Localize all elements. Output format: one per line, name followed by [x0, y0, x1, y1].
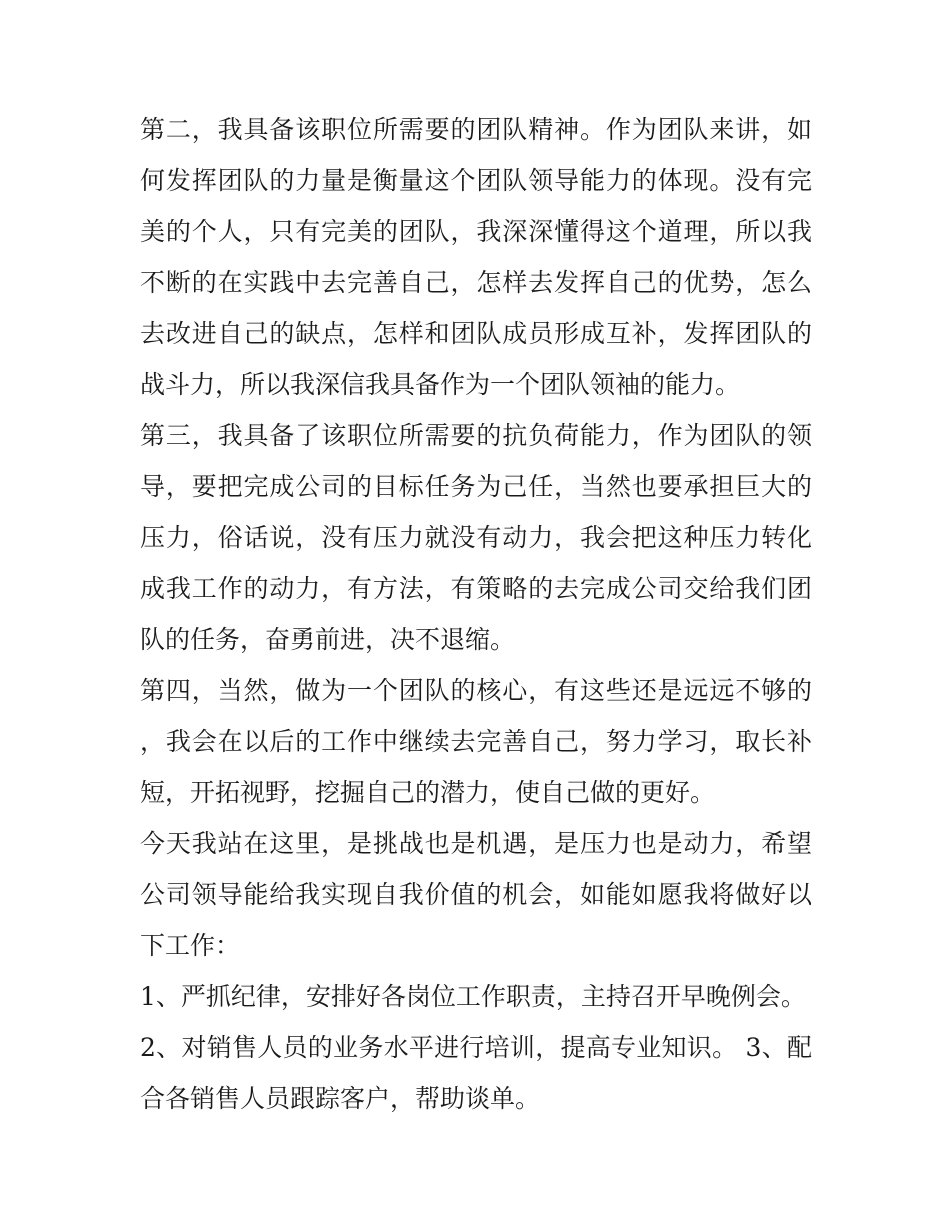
paragraph-today-statement: 今天我站在这里，是挑战也是机遇，是压力也是动力，希望公司领导能给我实现自我价值的机会，如能如愿我将做好以下工作：: [140, 829, 812, 960]
paragraph-fourth-point: 第四，当然，做为一个团队的核心，有这些还是远远不够的，我会在以后的工作中继续去完善自己，努力学习，取长补短，开拓视野，挖掘自己的潜力，使自己做的更好。: [140, 676, 812, 807]
paragraph-second-point: 第二，我具备该职位所需要的团队精神。作为团队来讲，如何发挥团队的力量是衡量这个团队领导能力的体现。没有完美的个人，只有完美的团队，我深深懂得这个道理，所以我不断的在实践中去完善自己，怎样去发挥自己的优势，怎么去改进自己的缺点，怎样和团队成员形成互补，发挥团队的战斗力，所以我深信我具备作为一个团队领袖的能力。: [140, 115, 812, 399]
document-body: [140, 104, 812, 1124]
paragraph-third-point: 第三，我具备了该职位所需要的抗负荷能力，作为团队的领导，要把完成公司的目标任务为己任，当然也要承担巨大的压力，俗话说，没有压力就没有动力，我会把这种压力转化成我工作的动力，有方法，有策略的去完成公司交给我们团队的任务，奋勇前进，决不退缩。: [140, 421, 812, 654]
list-item-1: 1、严抓纪律，安排好各岗位工作职责，主持召开早晚例会。: [140, 982, 806, 1011]
list-item-2-3: 2、对销售人员的业务水平进行培训，提高专业知识。 3、配合各销售人员跟踪客户，帮助谈单。: [140, 1033, 812, 1113]
